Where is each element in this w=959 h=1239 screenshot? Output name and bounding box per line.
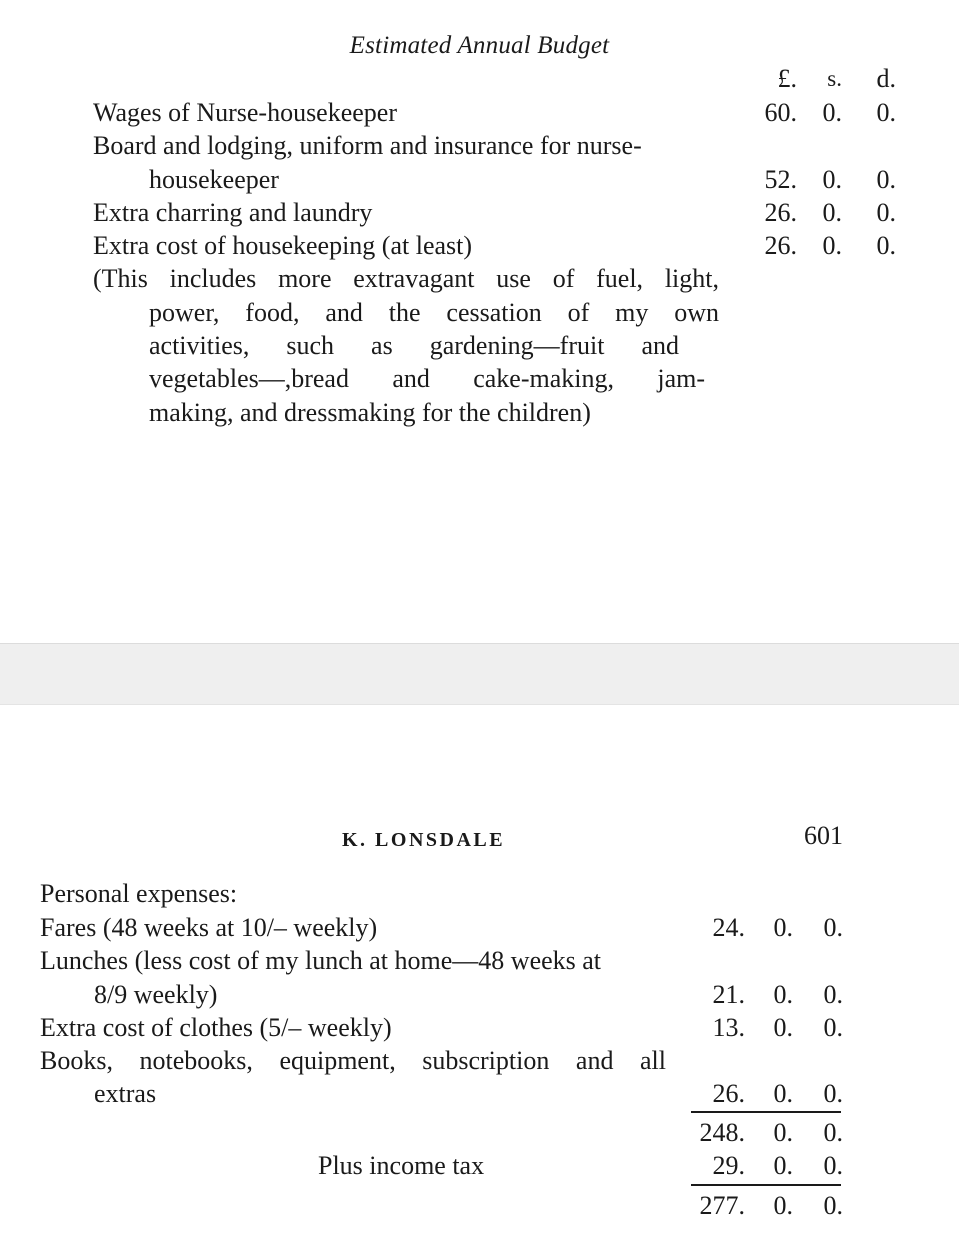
amount-shillings: 0. bbox=[773, 1013, 793, 1042]
amount-shillings: 0. bbox=[773, 980, 793, 1009]
subtotal-pence: 0. bbox=[823, 1118, 843, 1147]
budget-line: Extra charring and laundry bbox=[93, 198, 373, 227]
total-rule bbox=[691, 1184, 841, 1186]
amount-pounds: 21. bbox=[712, 980, 745, 1009]
budget-line: Extra cost of housekeeping (at least) bbox=[93, 231, 473, 260]
budget-note-line: power, food, and the cessation of my own bbox=[149, 298, 719, 327]
budget-note-line: making, and dressmaking for the children) bbox=[149, 398, 591, 427]
pounds-header: £. bbox=[777, 64, 797, 93]
amount-pounds: 52. bbox=[764, 165, 797, 194]
amount-pence: 0. bbox=[876, 231, 896, 260]
budget-note-line: activities, such as gardening—fruit and bbox=[149, 331, 679, 360]
subtotal-shillings: 0. bbox=[773, 1118, 793, 1147]
amount-pence: 0. bbox=[823, 1151, 843, 1180]
budget-line: Board and lodging, uniform and insurance for nurse- bbox=[93, 131, 642, 160]
page-separator bbox=[0, 643, 959, 705]
expense-line: 8/9 weekly) bbox=[94, 980, 218, 1009]
budget-line: Wages of Nurse-housekeeper bbox=[93, 98, 398, 127]
amount-shillings: 0. bbox=[822, 98, 842, 127]
amount-shillings: 0. bbox=[822, 165, 842, 194]
amount-shillings: 0. bbox=[773, 1079, 793, 1108]
subtotal-pounds: 248. bbox=[699, 1118, 745, 1147]
expense-line: Fares (48 weeks at 10/– weekly) bbox=[40, 913, 378, 942]
total-pence: 0. bbox=[823, 1191, 843, 1220]
amount-pence: 0. bbox=[823, 1079, 843, 1108]
amount-pounds: 26. bbox=[712, 1079, 745, 1108]
shillings-header: s. bbox=[827, 66, 842, 91]
amount-pence: 0. bbox=[876, 165, 896, 194]
amount-shillings: 0. bbox=[822, 231, 842, 260]
budget-page-bottom bbox=[0, 705, 959, 1239]
amount-pounds: 13. bbox=[712, 1013, 745, 1042]
expense-line: Extra cost of clothes (5/– weekly) bbox=[40, 1013, 392, 1042]
amount-shillings: 0. bbox=[773, 1151, 793, 1180]
running-head: K. LONSDALE bbox=[342, 829, 506, 851]
expense-heading: Personal expenses: bbox=[40, 879, 238, 908]
amount-pence: 0. bbox=[876, 198, 896, 227]
budget-note-line: vegetables—,bread and cake-making, jam- bbox=[149, 364, 705, 393]
pence-header: d. bbox=[876, 64, 896, 93]
amount-shillings: 0. bbox=[822, 198, 842, 227]
page-number: 601 bbox=[804, 821, 843, 850]
amount-pence: 0. bbox=[823, 913, 843, 942]
amount-shillings: 0. bbox=[773, 913, 793, 942]
expense-line: Lunches (less cost of my lunch at home—48 weeks at bbox=[40, 946, 602, 975]
budget-title: Estimated Annual Budget bbox=[349, 32, 610, 59]
budget-line: housekeeper bbox=[149, 165, 279, 194]
expense-line: extras bbox=[94, 1079, 157, 1108]
total-pounds: 277. bbox=[699, 1191, 745, 1220]
expense-line: Books, notebooks, equipment, subscription and all bbox=[40, 1046, 666, 1075]
amount-pounds: 24. bbox=[712, 913, 745, 942]
total-shillings: 0. bbox=[773, 1191, 793, 1220]
amount-pence: 0. bbox=[823, 980, 843, 1009]
subtotal-rule bbox=[691, 1111, 841, 1113]
amount-pounds: 60. bbox=[764, 98, 797, 127]
amount-pounds: 29. bbox=[712, 1151, 745, 1180]
amount-pounds: 26. bbox=[764, 231, 797, 260]
income-tax-label: Plus income tax bbox=[318, 1151, 485, 1180]
amount-pence: 0. bbox=[876, 98, 896, 127]
amount-pence: 0. bbox=[823, 1013, 843, 1042]
budget-note-line: (This includes more extravagant use of fuel, light, bbox=[93, 264, 719, 293]
amount-pounds: 26. bbox=[764, 198, 797, 227]
